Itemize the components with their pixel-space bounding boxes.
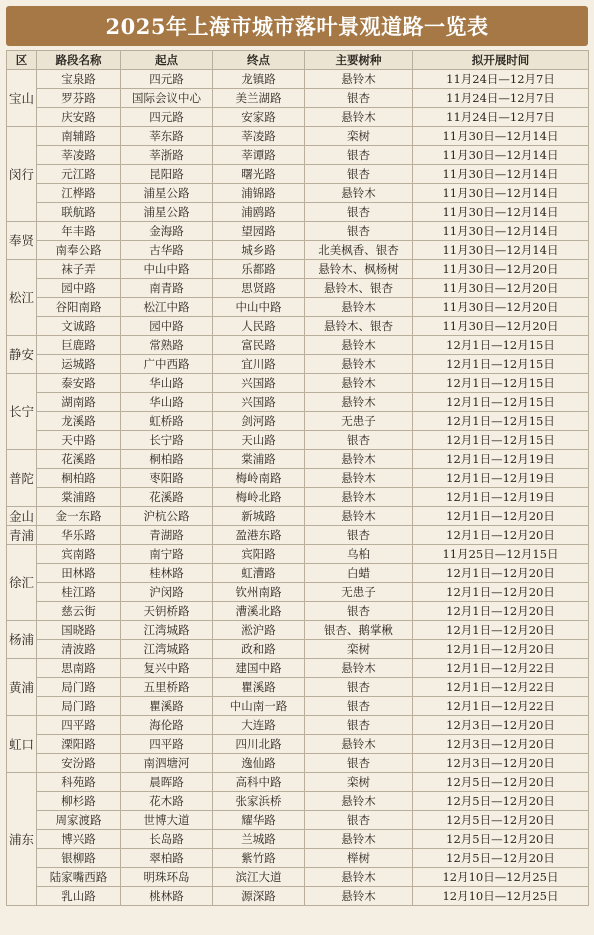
table-row	[7, 602, 589, 621]
tree-species-cell: 悬铃木	[305, 507, 413, 526]
road-name-cell: 联航路	[37, 203, 121, 222]
schedule-cell: 12月3日—12月20日	[413, 716, 589, 735]
end-point-cell: 梅岭南路	[213, 469, 305, 488]
end-point-cell: 张家浜桥	[213, 792, 305, 811]
table-row	[7, 336, 589, 355]
schedule-cell: 12月1日—12月15日	[413, 355, 589, 374]
start-point-cell: 四元路	[121, 108, 213, 127]
road-name-cell: 陆家嘴西路	[37, 868, 121, 887]
end-point-cell: 宜川路	[213, 355, 305, 374]
table-row	[7, 526, 589, 545]
tree-species-cell: 乌桕	[305, 545, 413, 564]
district-cell: 松江	[7, 260, 37, 336]
end-point-cell: 乐都路	[213, 260, 305, 279]
road-name-cell: 龙溪路	[37, 412, 121, 431]
schedule-cell: 12月1日—12月15日	[413, 393, 589, 412]
schedule-cell: 12月1日—12月20日	[413, 583, 589, 602]
start-point-cell: 江湾城路	[121, 621, 213, 640]
table-row	[7, 488, 589, 507]
tree-species-cell: 悬铃木	[305, 659, 413, 678]
tree-species-cell: 悬铃木	[305, 469, 413, 488]
start-point-cell: 桂林路	[121, 564, 213, 583]
district-cell: 杨浦	[7, 621, 37, 659]
schedule-cell: 11月30日—12月20日	[413, 298, 589, 317]
schedule-cell: 12月1日—12月15日	[413, 336, 589, 355]
table-row	[7, 450, 589, 469]
end-point-cell: 建国中路	[213, 659, 305, 678]
end-point-cell: 源深路	[213, 887, 305, 906]
start-point-cell: 沪杭公路	[121, 507, 213, 526]
schedule-cell: 11月30日—12月14日	[413, 203, 589, 222]
road-name-cell: 棠浦路	[37, 488, 121, 507]
start-point-cell: 明珠环岛	[121, 868, 213, 887]
end-point-cell: 耀华路	[213, 811, 305, 830]
district-cell: 普陀	[7, 450, 37, 507]
start-point-cell: 花木路	[121, 792, 213, 811]
end-point-cell: 人民路	[213, 317, 305, 336]
header-schedule: 拟开展时间	[413, 51, 589, 70]
end-point-cell: 高科中路	[213, 773, 305, 792]
start-point-cell: 南青路	[121, 279, 213, 298]
road-name-cell: 清波路	[37, 640, 121, 659]
tree-species-cell: 银杏	[305, 716, 413, 735]
end-point-cell: 安家路	[213, 108, 305, 127]
table-row	[7, 583, 589, 602]
schedule-cell: 12月1日—12月19日	[413, 488, 589, 507]
table-row	[7, 545, 589, 564]
schedule-cell: 12月1日—12月20日	[413, 602, 589, 621]
tree-species-cell: 悬铃木、银杏	[305, 279, 413, 298]
schedule-cell: 12月10日—12月25日	[413, 868, 589, 887]
end-point-cell: 天山路	[213, 431, 305, 450]
end-point-cell: 兰城路	[213, 830, 305, 849]
table-row	[7, 241, 589, 260]
tree-species-cell: 榉树	[305, 849, 413, 868]
schedule-cell: 12月1日—12月22日	[413, 659, 589, 678]
road-name-cell: 四平路	[37, 716, 121, 735]
district-cell: 徐汇	[7, 545, 37, 621]
start-point-cell: 花溪路	[121, 488, 213, 507]
end-point-cell: 望园路	[213, 222, 305, 241]
table-row	[7, 127, 589, 146]
road-name-cell: 南辅路	[37, 127, 121, 146]
start-point-cell: 枣阳路	[121, 469, 213, 488]
table-row	[7, 811, 589, 830]
road-name-cell: 华乐路	[37, 526, 121, 545]
tree-species-cell: 悬铃木	[305, 488, 413, 507]
schedule-cell: 11月30日—12月14日	[413, 165, 589, 184]
tree-species-cell: 悬铃木	[305, 830, 413, 849]
table-body	[7, 70, 589, 906]
table-row	[7, 431, 589, 450]
start-point-cell: 四平路	[121, 735, 213, 754]
start-point-cell: 华山路	[121, 393, 213, 412]
table-row	[7, 393, 589, 412]
road-name-cell: 慈云街	[37, 602, 121, 621]
road-name-cell: 银柳路	[37, 849, 121, 868]
district-cell: 金山	[7, 507, 37, 526]
end-point-cell: 淞沪路	[213, 621, 305, 640]
start-point-cell: 莘东路	[121, 127, 213, 146]
end-point-cell: 城乡路	[213, 241, 305, 260]
end-point-cell: 中山中路	[213, 298, 305, 317]
end-point-cell: 富民路	[213, 336, 305, 355]
header-row	[7, 51, 589, 70]
tree-species-cell: 白蜡	[305, 564, 413, 583]
schedule-cell: 11月24日—12月7日	[413, 70, 589, 89]
table-row	[7, 659, 589, 678]
end-point-cell: 兴国路	[213, 393, 305, 412]
table-row	[7, 564, 589, 583]
tree-species-cell: 悬铃木	[305, 336, 413, 355]
tree-species-cell: 悬铃木	[305, 792, 413, 811]
start-point-cell: 五里桥路	[121, 678, 213, 697]
schedule-cell: 12月1日—12月19日	[413, 469, 589, 488]
start-point-cell: 华山路	[121, 374, 213, 393]
schedule-cell: 11月30日—12月14日	[413, 127, 589, 146]
road-name-cell: 袜子弄	[37, 260, 121, 279]
start-point-cell: 桃林路	[121, 887, 213, 906]
start-point-cell: 长岛路	[121, 830, 213, 849]
tree-species-cell: 悬铃木	[305, 450, 413, 469]
schedule-cell: 12月1日—12月20日	[413, 640, 589, 659]
schedule-cell: 12月1日—12月22日	[413, 697, 589, 716]
schedule-cell: 11月24日—12月7日	[413, 108, 589, 127]
start-point-cell: 南宁路	[121, 545, 213, 564]
end-point-cell: 莘凌路	[213, 127, 305, 146]
start-point-cell: 晨晖路	[121, 773, 213, 792]
road-name-cell: 桐柏路	[37, 469, 121, 488]
end-point-cell: 剑河路	[213, 412, 305, 431]
start-point-cell: 江湾城路	[121, 640, 213, 659]
road-name-cell: 湖南路	[37, 393, 121, 412]
road-name-cell: 宾南路	[37, 545, 121, 564]
road-name-cell: 谷阳南路	[37, 298, 121, 317]
road-name-cell: 南奉公路	[37, 241, 121, 260]
road-name-cell: 博兴路	[37, 830, 121, 849]
table-row	[7, 165, 589, 184]
tree-species-cell: 银杏	[305, 203, 413, 222]
schedule-cell: 12月5日—12月20日	[413, 830, 589, 849]
road-name-cell: 泰安路	[37, 374, 121, 393]
road-name-cell: 运城路	[37, 355, 121, 374]
schedule-cell: 12月1日—12月22日	[413, 678, 589, 697]
table-row	[7, 868, 589, 887]
table-row	[7, 222, 589, 241]
start-point-cell: 瞿溪路	[121, 697, 213, 716]
end-point-cell: 虹漕路	[213, 564, 305, 583]
schedule-cell: 12月1日—12月20日	[413, 507, 589, 526]
road-name-cell: 江桦路	[37, 184, 121, 203]
road-name-cell: 罗芬路	[37, 89, 121, 108]
end-point-cell: 四川北路	[213, 735, 305, 754]
road-name-cell: 科苑路	[37, 773, 121, 792]
table-row	[7, 887, 589, 906]
schedule-cell: 11月30日—12月20日	[413, 279, 589, 298]
end-point-cell: 逸仙路	[213, 754, 305, 773]
end-point-cell: 瞿溪路	[213, 678, 305, 697]
tree-species-cell: 银杏	[305, 678, 413, 697]
start-point-cell: 青湖路	[121, 526, 213, 545]
end-point-cell: 梅岭北路	[213, 488, 305, 507]
schedule-cell: 11月30日—12月20日	[413, 260, 589, 279]
schedule-cell: 12月1日—12月15日	[413, 431, 589, 450]
start-point-cell: 国际会议中心	[121, 89, 213, 108]
end-point-cell: 漕溪北路	[213, 602, 305, 621]
end-point-cell: 莘谭路	[213, 146, 305, 165]
start-point-cell: 长宁路	[121, 431, 213, 450]
schedule-cell: 11月30日—12月14日	[413, 146, 589, 165]
road-name-cell: 柳杉路	[37, 792, 121, 811]
tree-species-cell: 银杏	[305, 165, 413, 184]
road-name-cell: 溧阳路	[37, 735, 121, 754]
end-point-cell: 新城路	[213, 507, 305, 526]
table-row	[7, 849, 589, 868]
start-point-cell: 中山中路	[121, 260, 213, 279]
end-point-cell: 宾阳路	[213, 545, 305, 564]
end-point-cell: 浦锦路	[213, 184, 305, 203]
road-name-cell: 年丰路	[37, 222, 121, 241]
start-point-cell: 沪闵路	[121, 583, 213, 602]
start-point-cell: 古华路	[121, 241, 213, 260]
tree-species-cell: 银杏	[305, 602, 413, 621]
tree-species-cell: 栾树	[305, 127, 413, 146]
table-row	[7, 792, 589, 811]
start-point-cell: 复兴中路	[121, 659, 213, 678]
tree-species-cell: 悬铃木	[305, 70, 413, 89]
table-row	[7, 621, 589, 640]
schedule-cell: 12月10日—12月25日	[413, 887, 589, 906]
schedule-cell: 11月25日—12月15日	[413, 545, 589, 564]
table-row	[7, 374, 589, 393]
start-point-cell: 天钥桥路	[121, 602, 213, 621]
title-banner	[6, 6, 588, 46]
header-end-point: 终点	[213, 51, 305, 70]
header-start-point: 起点	[121, 51, 213, 70]
table-row	[7, 317, 589, 336]
header-tree-species: 主要树种	[305, 51, 413, 70]
tree-species-cell: 悬铃木	[305, 108, 413, 127]
road-name-cell: 周家渡路	[37, 811, 121, 830]
start-point-cell: 桐柏路	[121, 450, 213, 469]
road-name-cell: 乳山路	[37, 887, 121, 906]
table-row	[7, 735, 589, 754]
district-cell: 黄浦	[7, 659, 37, 716]
district-cell: 奉贤	[7, 222, 37, 260]
tree-species-cell: 悬铃木	[305, 184, 413, 203]
table-row	[7, 640, 589, 659]
schedule-cell: 12月1日—12月20日	[413, 526, 589, 545]
tree-species-cell: 栾树	[305, 773, 413, 792]
schedule-cell: 12月5日—12月20日	[413, 792, 589, 811]
tree-species-cell: 北美枫香、银杏	[305, 241, 413, 260]
table-row	[7, 355, 589, 374]
district-cell: 青浦	[7, 526, 37, 545]
tree-species-cell: 银杏	[305, 89, 413, 108]
schedule-cell: 12月1日—12月20日	[413, 621, 589, 640]
table-row	[7, 203, 589, 222]
start-point-cell: 园中路	[121, 317, 213, 336]
tree-species-cell: 悬铃木	[305, 298, 413, 317]
table-row	[7, 70, 589, 89]
road-name-cell: 金一东路	[37, 507, 121, 526]
end-point-cell: 紫竹路	[213, 849, 305, 868]
table-row	[7, 830, 589, 849]
tree-species-cell: 无患子	[305, 412, 413, 431]
schedule-cell: 12月5日—12月20日	[413, 811, 589, 830]
page-title: 2025年上海市城市落叶景观道路一览表	[105, 14, 489, 39]
roads-table	[6, 50, 589, 906]
road-name-cell: 国晓路	[37, 621, 121, 640]
tree-species-cell: 银杏	[305, 222, 413, 241]
tree-species-cell: 银杏	[305, 754, 413, 773]
table-row	[7, 754, 589, 773]
start-point-cell: 虹桥路	[121, 412, 213, 431]
end-point-cell: 政和路	[213, 640, 305, 659]
schedule-cell: 12月1日—12月15日	[413, 374, 589, 393]
district-cell: 浦东	[7, 773, 37, 906]
start-point-cell: 昆阳路	[121, 165, 213, 184]
tree-species-cell: 悬铃木、枫杨树	[305, 260, 413, 279]
start-point-cell: 广中西路	[121, 355, 213, 374]
start-point-cell: 莘浙路	[121, 146, 213, 165]
road-name-cell: 安汾路	[37, 754, 121, 773]
table-row	[7, 184, 589, 203]
table-row	[7, 412, 589, 431]
end-point-cell: 龙镇路	[213, 70, 305, 89]
tree-species-cell: 悬铃木	[305, 374, 413, 393]
table-row	[7, 507, 589, 526]
schedule-cell: 12月3日—12月20日	[413, 754, 589, 773]
table-row	[7, 469, 589, 488]
start-point-cell: 浦星公路	[121, 203, 213, 222]
start-point-cell: 四元路	[121, 70, 213, 89]
tree-species-cell: 悬铃木	[305, 735, 413, 754]
district-cell: 静安	[7, 336, 37, 374]
road-name-cell: 庆安路	[37, 108, 121, 127]
road-name-cell: 桂江路	[37, 583, 121, 602]
start-point-cell: 世博大道	[121, 811, 213, 830]
start-point-cell: 松江中路	[121, 298, 213, 317]
end-point-cell: 棠浦路	[213, 450, 305, 469]
header-road-name: 路段名称	[37, 51, 121, 70]
tree-species-cell: 银杏	[305, 146, 413, 165]
header-district: 区	[7, 51, 37, 70]
end-point-cell: 钦州南路	[213, 583, 305, 602]
schedule-cell: 11月30日—12月14日	[413, 184, 589, 203]
end-point-cell: 美兰湖路	[213, 89, 305, 108]
schedule-cell: 11月24日—12月7日	[413, 89, 589, 108]
tree-species-cell: 银杏	[305, 526, 413, 545]
road-name-cell: 园中路	[37, 279, 121, 298]
start-point-cell: 南泗塘河	[121, 754, 213, 773]
table-row	[7, 773, 589, 792]
end-point-cell: 大连路	[213, 716, 305, 735]
end-point-cell: 曙光路	[213, 165, 305, 184]
schedule-cell: 11月30日—12月20日	[413, 317, 589, 336]
end-point-cell: 中山南一路	[213, 697, 305, 716]
table-row	[7, 716, 589, 735]
road-name-cell: 元江路	[37, 165, 121, 184]
schedule-cell: 12月3日—12月20日	[413, 735, 589, 754]
road-name-cell: 田林路	[37, 564, 121, 583]
road-name-cell: 局门路	[37, 678, 121, 697]
schedule-cell: 12月1日—12月19日	[413, 450, 589, 469]
tree-species-cell: 银杏	[305, 697, 413, 716]
table-row	[7, 108, 589, 127]
district-cell: 长宁	[7, 374, 37, 450]
tree-species-cell: 银杏	[305, 431, 413, 450]
schedule-cell: 11月30日—12月14日	[413, 241, 589, 260]
schedule-cell: 12月5日—12月20日	[413, 773, 589, 792]
end-point-cell: 思贤路	[213, 279, 305, 298]
table-row	[7, 298, 589, 317]
district-cell: 虹口	[7, 716, 37, 773]
schedule-cell: 11月30日—12月14日	[413, 222, 589, 241]
table-row	[7, 678, 589, 697]
road-name-cell: 局门路	[37, 697, 121, 716]
road-name-cell: 花溪路	[37, 450, 121, 469]
start-point-cell: 翠柏路	[121, 849, 213, 868]
road-name-cell: 莘凌路	[37, 146, 121, 165]
start-point-cell: 金海路	[121, 222, 213, 241]
end-point-cell: 兴国路	[213, 374, 305, 393]
tree-species-cell: 悬铃木	[305, 887, 413, 906]
start-point-cell: 浦星公路	[121, 184, 213, 203]
end-point-cell: 浦鸥路	[213, 203, 305, 222]
schedule-cell: 12月5日—12月20日	[413, 849, 589, 868]
district-cell: 闵行	[7, 127, 37, 222]
tree-species-cell: 栾树	[305, 640, 413, 659]
table-row	[7, 89, 589, 108]
tree-species-cell: 悬铃木	[305, 868, 413, 887]
schedule-cell: 12月1日—12月20日	[413, 564, 589, 583]
table-row	[7, 697, 589, 716]
tree-species-cell: 悬铃木、银杏	[305, 317, 413, 336]
district-cell: 宝山	[7, 70, 37, 127]
table-row	[7, 260, 589, 279]
road-name-cell: 思南路	[37, 659, 121, 678]
tree-species-cell: 银杏、鹅掌楸	[305, 621, 413, 640]
table-row	[7, 146, 589, 165]
road-name-cell: 宝泉路	[37, 70, 121, 89]
tree-species-cell: 无患子	[305, 583, 413, 602]
tree-species-cell: 悬铃木	[305, 355, 413, 374]
start-point-cell: 海伦路	[121, 716, 213, 735]
road-name-cell: 天中路	[37, 431, 121, 450]
tree-species-cell: 悬铃木	[305, 393, 413, 412]
start-point-cell: 常熟路	[121, 336, 213, 355]
end-point-cell: 滨江大道	[213, 868, 305, 887]
table-row	[7, 279, 589, 298]
road-name-cell: 文诚路	[37, 317, 121, 336]
schedule-cell: 12月1日—12月15日	[413, 412, 589, 431]
tree-species-cell: 银杏	[305, 811, 413, 830]
end-point-cell: 盈港东路	[213, 526, 305, 545]
road-name-cell: 巨鹿路	[37, 336, 121, 355]
